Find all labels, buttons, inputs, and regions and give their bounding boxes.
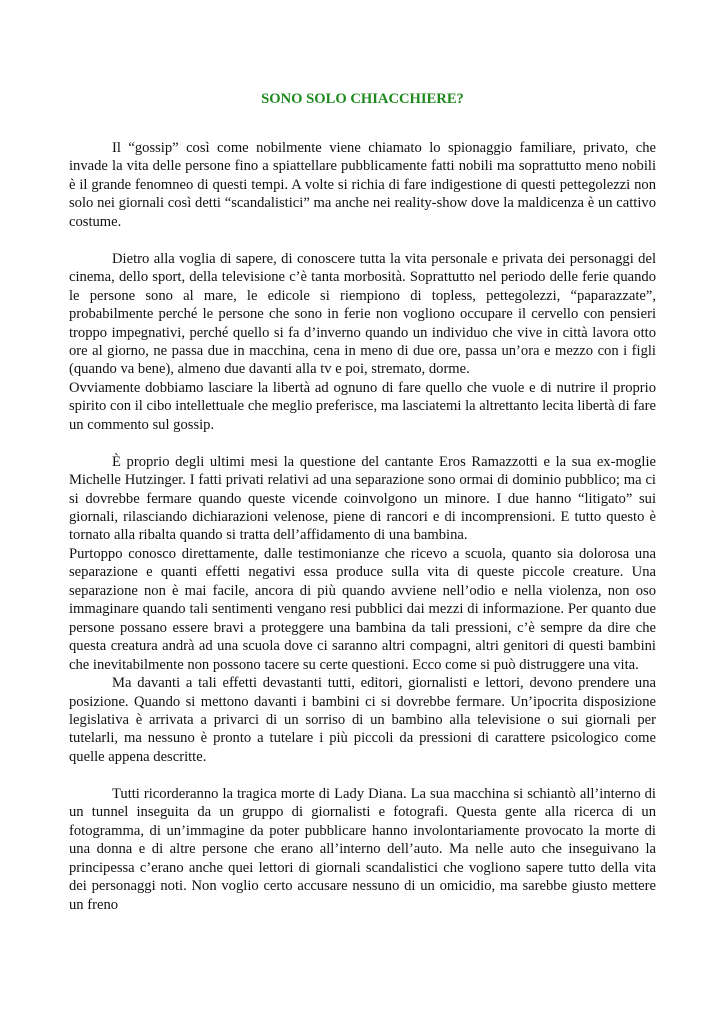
paragraph-freedom: Ovviamente dobbiamo lasciare la libertà ad ognuno di fare quello che vuole e di nutrire il proprio spirito con il cibo intellettuale che meglio preferisce, ma lasciatemi la altrettanto lecita libertà di fare un commento sul gossip. bbox=[69, 379, 656, 433]
paragraph-separation: Purtoppo conosco direttamente, dalle testimonianze che ricevo a scuola, quanto sia dolorosa una separazione e quanti effetti negativi essa produce sulla vita di queste piccole creature. Una separazione non è mai facile, ancora di più quando avviene nell’odio e nella violenza, non oso immaginare quando tali sentimenti vengano resi pubblici dai mezzi di informazione. Per quanto due persone possano essere bravi a proteggere una bambina da tali pressioni, c’è sempre da dire che questa creatura andrà ad una scuola dove ci saranno altri compagni, altri genitori di questi bambini che inevitabilmente non possono tacere su certe questioni. Ecco come si può distruggere una vita. bbox=[69, 545, 656, 673]
paragraph-ramazzotti: È proprio degli ultimi mesi la questione del cantante Eros Ramazzotti e la sua ex-moglie Michelle Hutzinger. I fatti privati relativi ad una separazione sono ormai di dominio pubblico; ma ci si dovrebbe fermare quando queste vicende coinvolgono un minore. I due hanno “litigato” sui giornali, rilasciando dichiarazioni velenose, piene di rancori e di incomprensioni. E tutto questo è tornato alla ribalta quando si tratta dell’affidamento di una bambina. bbox=[69, 453, 656, 544]
paragraph-gossip-intro: Il “gossip” così come nobilmente viene chiamato lo spionaggio familiare, privato, che invade la vita delle persone fino a spiattellare pubblicamente fatti nobili ma soprattutto meno nobili è il grande fenomneo di questi tempi. A volte si richia di fare indigestione di questi pettegolezzi non solo nei giornali così detti “scandalistici” ma anche nei reality-show dove la maldicenza è un cattivo costume. bbox=[69, 140, 656, 230]
paragraph-lady-diana: Tutti ricorderanno la tragica morte di Lady Diana. La sua macchina si schiantò all’interno di un tunnel inseguita da un gruppo di giornalisti e fotografi. Questa gente alla ricerca di un fotogramma, di un’immagine da poter pubblicare hanno involontariamente provocato la morte di una donna e di altre persone che erano all’interno dell’auto. Ma nelle auto che inseguivano la principessa c’erano anche quei lettori di giornali scandalistici che vogliono sapere tutto della vita dei personaggi noti. Non voglio certo accusare nessuno di un omicidio, ma sarebbe giusto mettere un freno bbox=[69, 785, 656, 913]
paragraph-curiosity: Dietro alla voglia di sapere, di conoscere tutta la vita personale e privata dei personaggi del cinema, dello sport, della televisione c’è tanta morbosità. Soprattutto nel periodo delle ferie quando le persone sono al mare, le edicole si riempiono di topless, pettegolezzi, “paparazzate”, probabilmente perché le persone che sono in ferie non vogliono occupare il cervello con pensieri troppo impegnativi, perché quello si fa d’inverno quando un individuo che vive in città lavora otto ore al giorno, ne passa due in macchina, cena in meno di due ore, passa un’ora e mezzo con i figli (quando va bene), almeno due davanti alla tv e poi, stremato, dorme. bbox=[69, 250, 656, 378]
document-body bbox=[69, 139, 656, 914]
paragraph-position: Ma davanti a tali effetti devastanti tutti, editori, giornalisti e lettori, devono prendere una posizione. Quando si mettono davanti i bambini ci si dovrebbe fermare. Un’ipocrita disposizione legislativa è arrivata a privarci di un sorriso di un bambino alla televisione o sui giornali per tutelarli, ma nessuno è pronto a tutelare i più piccoli da pressioni di carattere psicologico come quelle appena descritte. bbox=[69, 675, 656, 765]
document-title: SONO SOLO CHIACCHIERE? bbox=[261, 91, 464, 107]
